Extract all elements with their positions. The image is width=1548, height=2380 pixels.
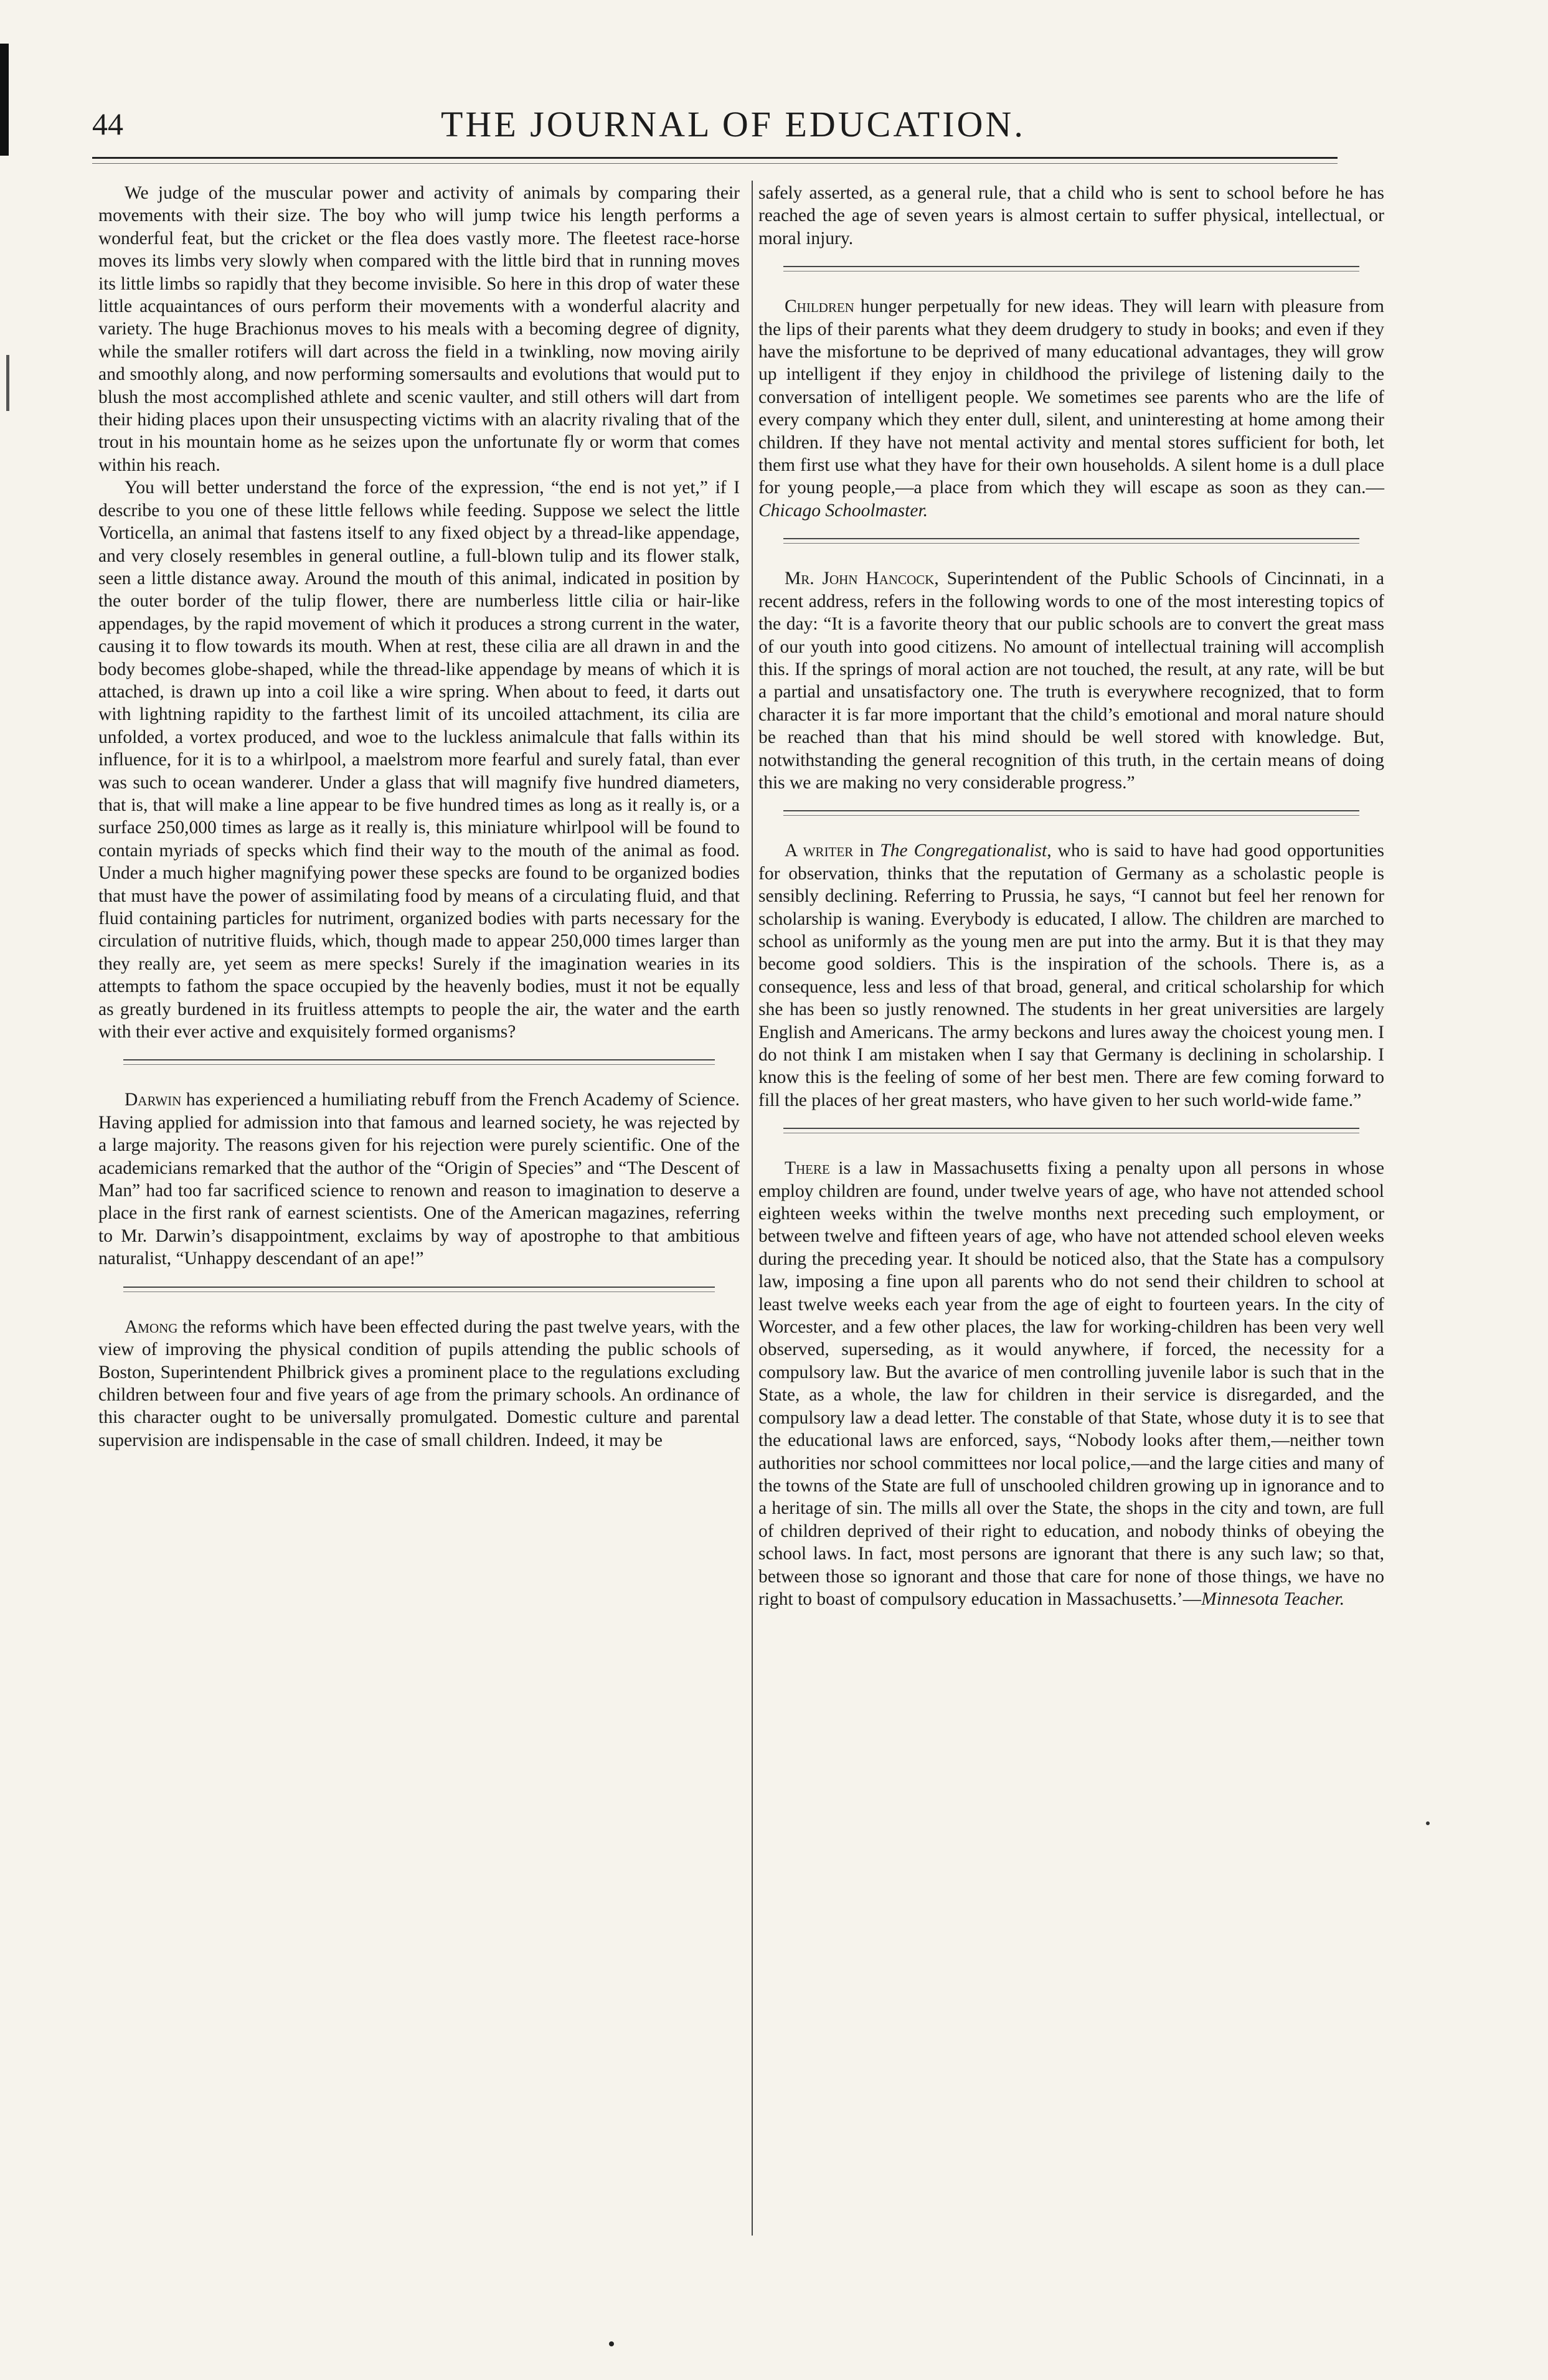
page-header: [92, 100, 1338, 156]
lead-word: Mr. John Hancock: [785, 569, 935, 589]
source-attribution: Minnesota Teacher.: [1201, 1589, 1345, 1609]
lead-word: Darwin: [125, 1090, 182, 1110]
article-paragraph: We judge of the muscular power and activity of animals by comparing their movements with their size. The boy who will jump twice his length performs a wonderful feat, but the cricket or the flea does vastly more. The fleetest race-horse moves its limbs very slowly when compared with the little bird that in running moves its little limbs so rapidly that they become invisible. So here in this drop of water these little acquaintances of ours perform their movements with a wonderful alacrity and variety. The huge Brachionus moves to his meals with a becoming degree of dignity, while the smaller rotifers will dart across the field in a twinkling, now moving airily and smoothly along, and now performing somersaults and evolutions that would put to blush the most accomplished athlete and scenic vaulter, and still others will dart from their hiding places upon their unsuspecting victims with an alacrity rivaling that of the trout in his mountain home as he seizes upon the unfortunate fly or worm that comes within his reach.: [98, 183, 740, 475]
scan-edge-mark: [6, 355, 9, 411]
children-paragraph: Children hunger perpetually for new ideas. They will learn with pleasure from the lips of their parents what they deem drudgery to study in books; and even if they have the misfortune to be deprived of many educational advantages, they will grow up intelligent if they enjoy in childhood the privilege of listening daily to the conversation of intelligent people. We sometimes see parents who are the life of every company which they enter dull, silent, and uninteresting at home among their children. If they have not mental activity and mental stores sufficient for both, let them first use what they have for their own households. A silent home is a dull place for young people,—a place from which they will escape as soon as they can.—Chicago Schoolmaster.: [758, 296, 1384, 521]
darwin-paragraph: Darwin has experienced a humiliating rebuff from the French Academy of Science. Having applied for admission into that famous and learned society, he was rejected by a large majority. The reasons given for his rejection were purely scientific. One of the academicians remarked that the author of the “Origin of Species” and “The Descent of Man” had too far sacrificed science to renown and reason to imagination to deserve a place in the first rank of earnest scientists. One of the American magazines, referring to Mr. Darwin’s disappointment, exclaims by way of apostrophe to that ambitious naturalist, “Unhappy descendant of an ape!”: [98, 1090, 740, 1269]
section-separator: [98, 1270, 740, 1316]
lead-word: A writer: [785, 841, 854, 861]
source-attribution: Chicago Schoolmaster.: [758, 500, 928, 521]
hancock-paragraph: Mr. John Hancock, Superintendent of the Public Schools of Cincinnati, in a recent address, refers in the following words to one of the most interesting topics of the day: “It is a favorite theory that our public schools are to convert the great mass of our youth into good citizens. No amount of intellectual training will accomplish this. If the springs of moral action are not touched, the result, at any rate, will be but a partial and unsatisfactory one. The truth is everywhere recognized, that to form character it is far more important that the child’s emotional and moral nature should be reached than that his mind should be well stored with knowledge. But, notwithstanding the general recognition of this truth, in the certain means of doing this we are making no very considerable progress.”: [758, 569, 1384, 793]
column-divider: [752, 181, 753, 2236]
section-separator: [758, 522, 1384, 567]
massachusetts-paragraph: There is a law in Massachusetts fixing a penalty upon all persons in whose employ children are found, under twelve years of age, who have not attended school eighteen weeks within the twelve months next preceding such employment, or between twelve and fifteen years of age, who have not attended school eleven weeks during the preceding year. It should be noticed also, that the State has a compulsory law, imposing a fine upon all parents who do not send their children to school at least twelve weeks each year from the age of eight to fourteen years. In the city of Worcester, and a few other places, the law for working-children has been very well observed, superseding, as it would anywhere, if forced, the necessity for a compulsory law. But the avarice of men controlling juvenile labor is such that in the State, as a whole, the law for children in their service is disregarded, and the compulsory law a dead letter. The constable of that State, whose duty it is to see that the educational laws are enforced, says, “Nobody looks after them,—neither town authorities nor school committees nor local police,—and the large cities and many of the towns of the State are full of unschooled children growing up in ignorance and to a heritage of sin. The mills all over the State, the shops in the city and town, are full of children deprived of their right to education, and nobody thinks of obeying the school laws. In fact, most persons are ignorant that there is any such law; so that, between those so ignorant and those that care for none of those things, we have no right to boast of compulsory education in Massachusetts.’—Minnesota Teacher.: [758, 1158, 1384, 1609]
scan-edge-mark: [0, 44, 9, 156]
germany-paragraph: A writer in The Congregationalist, who is said to have had good opportunities for observation, thinks that the reputation of Germany as a scholastic people is sensibly declining. Referring to Prussia, he says, “I cannot but feel her renown for scholarship is waning. Everybody is educated, I allow. The children are marched to school as uniformly as the young men are put into the army. But it is that they may become good soldiers. This is the inspiration of the schools. There is, as a consequence, less and less of that broad, general, and critical scholarship for which she has been so justly renowned. The students in her great universities are largely English and Americans. The army beckons and lures away the choicest young men. I do not think I am mistaken when I say that Germany is declining in scholarship. I know this is the feeling of some of her best men. There are few coming forward to fill the places of her great masters, who have given to her such world-wide fame.”: [758, 841, 1384, 1110]
page-number: 44: [92, 106, 123, 141]
section-separator: [98, 1043, 740, 1088]
header-rule: [92, 157, 1338, 159]
left-column: [98, 182, 740, 1452]
print-speck: [609, 2341, 614, 2346]
header-rule: [92, 163, 1338, 164]
section-separator: [758, 1112, 1384, 1157]
section-separator: [758, 794, 1384, 839]
article-paragraph: You will better understand the force of the expression, “the end is not yet,” if I describe to you one of these little fellows while feeding. Suppose we select the little Vorticella, an animal that fastens itself to any fixed object by a thread-like appendage, and very closely resembles in general outline, a full-blown tulip and its flower stalk, seen a little distance away. Around the mouth of this animal, indicated in position by the outer border of the tulip flower, there are numberless little cilia or hair-like appendages, by the rapid movement of which it produces a strong current in the water, causing it to flow towards its mouth. When at rest, these cilia are all drawn in and the body becomes globe-shaped, while the thread-like appendage by means of which it is attached, is drawn up into a coil like a wire spring. When about to feed, it darts out with lightning rapidity to the farthest limit of its uncoiled attachment, its cilia are unfolded, a vortex produced, and woe to the luckless animalcule that falls within its influence, for it is to a whirlpool, a maelstrom more fearful and surely fatal, than ever was such to ocean wanderer. Under a glass that will magnify five hundred diameters, that is, that will make a line appear to be five hundred times as long as it really is, or a surface 250,000 times as large as it really is, this miniature whirlpool will be found to contain myriads of specks which find their way to the mouth of the animal as food. Under a much higher magnifying power these specks are found to be organized bodies that must have the power of assimilating food by means of a circulating fluid, and that fluid containing particles for nutriment, organized bodies with parts necessary for the circulation of nutritive fluids, which, though made to appear 250,000 times larger than they really are, yet seem as mere specks! Surely if the imagination wearies in its attempts to fathom the space occupied by the heavenly bodies, must it not be equally as greatly burdened in its fruitless attempts to people the air, the water and the earth with their ever active and exquisitely formed organisms?: [98, 478, 740, 1042]
newspaper-title: The Congregationalist: [880, 841, 1047, 861]
running-title: THE JOURNAL OF EDUCATION.: [441, 104, 1026, 144]
continued-paragraph: safely asserted, as a general rule, that a child who is sent to school before he has reached the age of seven years is almost certain to suffer physical, intellectual, or moral injury.: [758, 183, 1384, 248]
right-column: [758, 182, 1384, 1610]
lead-word: There: [785, 1158, 830, 1179]
section-separator: [758, 250, 1384, 295]
lead-word: Among: [125, 1316, 178, 1337]
lead-word: Children: [785, 296, 854, 317]
boston-reform-paragraph: Among the reforms which have been effected during the past twelve years, with the view of improving the physical condition of pupils attending the public schools of Boston, Superintendent Philbrick gives a prominent place to the regulations excluding children between four and five years of age from the primary schools. An ordinance of this character ought to be universally promulgated. Domestic culture and parental supervision are indispensable in the case of small children. Indeed, it may be: [98, 1316, 740, 1450]
print-speck: [1426, 1821, 1430, 1825]
